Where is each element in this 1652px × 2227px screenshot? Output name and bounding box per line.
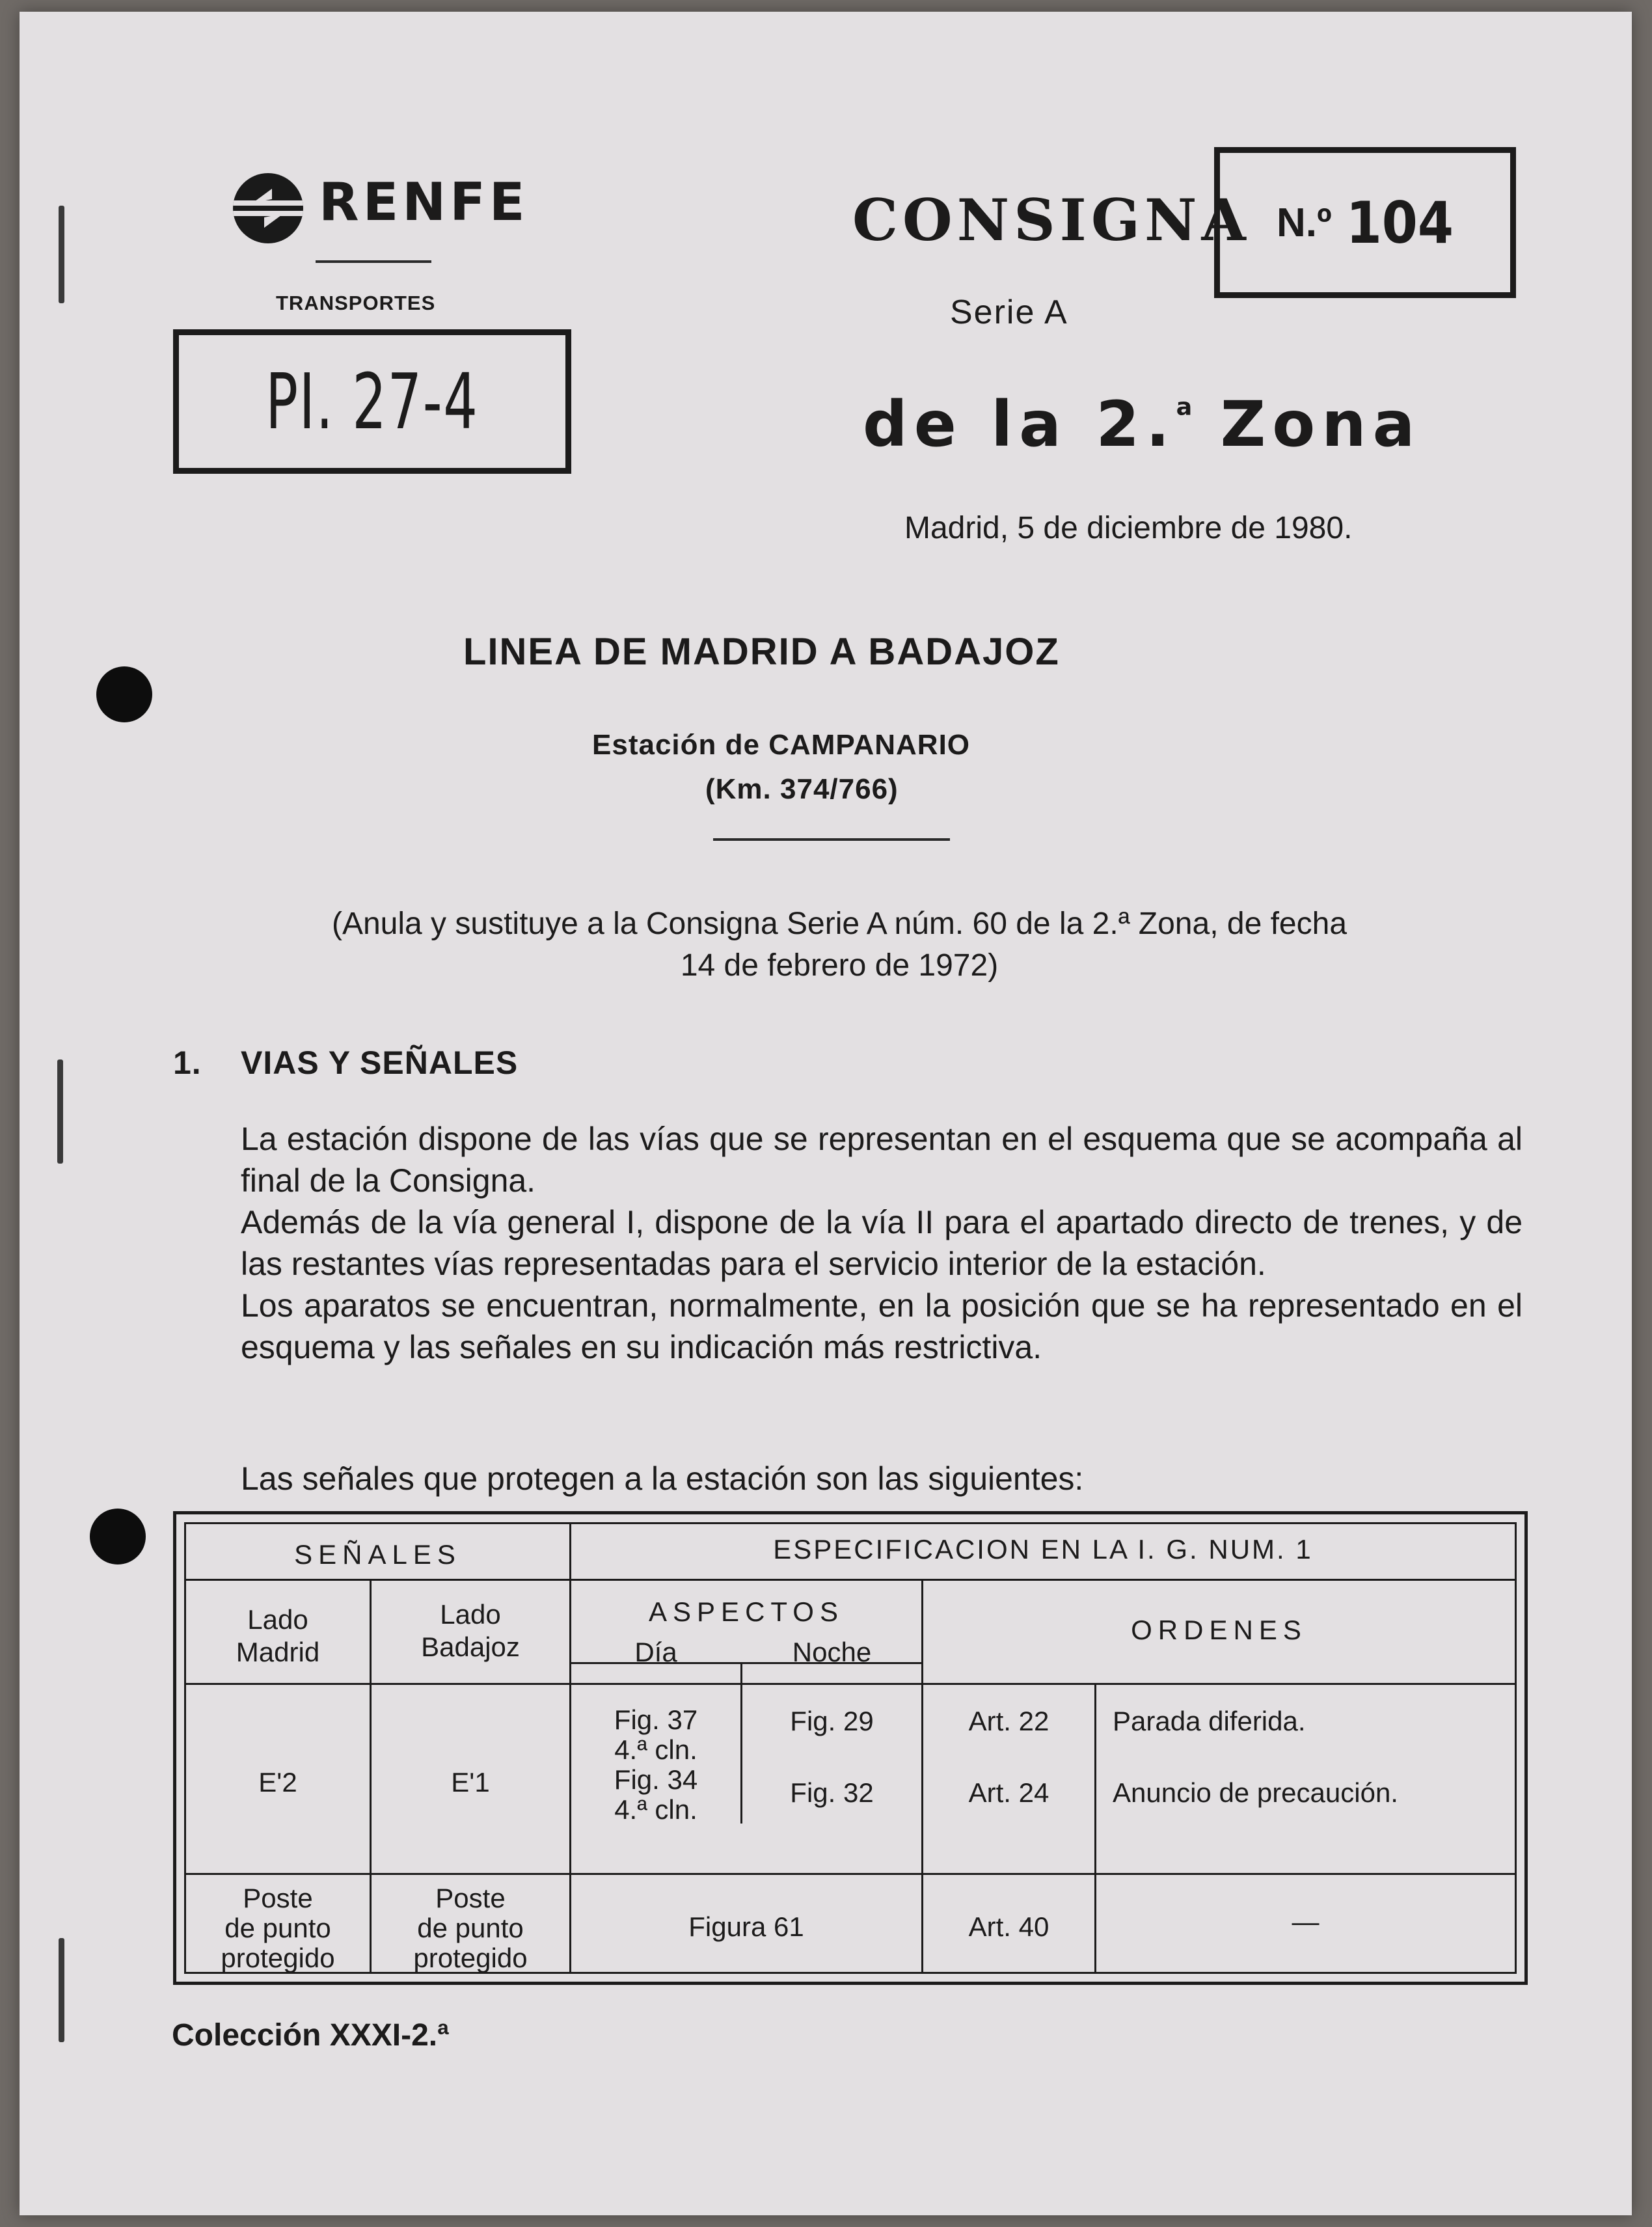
row1-madrid: E'2 — [258, 1767, 297, 1797]
binding-hole-bottom — [90, 1509, 146, 1564]
row1-art-2: Art. 24 — [968, 1777, 1049, 1808]
zona-sup: a — [1176, 392, 1193, 421]
line-title: LINEA DE MADRID A BADAJOZ — [463, 631, 1060, 673]
station-rule — [713, 838, 950, 841]
header-lado-badajoz — [372, 1598, 569, 1663]
header-dia: Día — [634, 1637, 677, 1667]
coleccion-label: Colección XXXI-2.ª — [172, 2018, 449, 2053]
row1-art-1: Art. 22 — [968, 1706, 1049, 1736]
header-ordenes: ORDENES — [1131, 1615, 1307, 1645]
staple-bottom — [59, 1938, 64, 2042]
transportes-label: TRANSPORTES — [276, 292, 436, 314]
row1-badajoz: E'1 — [451, 1767, 490, 1797]
header-lado-badajoz-1: Lado — [440, 1599, 501, 1630]
row1-dia-fig-37: Fig. 37 — [614, 1704, 698, 1735]
hline-row1 — [186, 1873, 1515, 1875]
document-page — [20, 12, 1632, 2215]
consigna-title: CONSIGNA — [852, 186, 1251, 254]
row2-madrid-3: protegido — [221, 1943, 335, 1973]
header-senales: SEÑALES — [294, 1539, 461, 1570]
row2-figura: Figura 61 — [688, 1911, 804, 1942]
header-lado-madrid — [186, 1604, 370, 1669]
row1-dia — [571, 1705, 740, 1825]
binding-hole-top — [96, 666, 152, 722]
row2-badajoz — [372, 1883, 569, 1973]
row2-madrid-2: de punto — [224, 1913, 331, 1943]
header-lado-madrid-1: Lado — [247, 1604, 308, 1635]
paragraph-4: Las señales que protegen a la estación son las siguientes: — [241, 1460, 1084, 1497]
header-lado-madrid-2: Madrid — [236, 1637, 320, 1667]
staple-top — [59, 206, 64, 303]
hline-top — [186, 1579, 1515, 1581]
annuls-note — [169, 903, 1510, 987]
plate-code: PI. 27-4 — [265, 357, 479, 446]
paragraph-1: La estación dispone de las vías que se representan en el esquema que se acompaña al final de la Consigna. — [241, 1121, 1523, 1199]
number-label: N.º — [1277, 200, 1332, 245]
number-value: 104 — [1346, 189, 1454, 256]
staple-middle — [57, 1059, 63, 1164]
plate-box — [173, 329, 571, 474]
renfe-logo-text: RENFE — [319, 172, 529, 232]
zona-post: Zona — [1192, 388, 1422, 461]
issue-date: Madrid, 5 de diciembre de 1980. — [904, 511, 1353, 545]
row1-orden-2: Anuncio de precaución. — [1113, 1777, 1398, 1808]
row1-dia-cln-1: 4.ª cln. — [614, 1734, 697, 1765]
logo-rule — [316, 260, 431, 263]
section-number: 1. — [173, 1045, 202, 1081]
paragraph-2: Además de la vía general I, dispone de la vía II para el apartado directo de trenes, y de las restantes vías representadas para el servicio interior de la estación. — [241, 1204, 1523, 1282]
section-title: VIAS Y SEÑALES — [241, 1045, 519, 1081]
row2-badajoz-2: de punto — [417, 1913, 524, 1943]
serie-label: Serie A — [950, 294, 1068, 331]
signals-table — [173, 1511, 1528, 1985]
signals-table-inner — [184, 1522, 1517, 1974]
header-aspectos: ASPECTOS — [649, 1596, 844, 1627]
consigna-number-box — [1214, 147, 1516, 298]
zona-pre: de la 2. — [863, 388, 1176, 461]
row2-badajoz-3: protegido — [413, 1943, 528, 1973]
station-km: (Km. 374/766) — [705, 773, 899, 805]
header-lado-badajoz-2: Badajoz — [421, 1632, 520, 1662]
row2-badajoz-1: Poste — [435, 1883, 506, 1913]
hline-header — [186, 1683, 1515, 1685]
station-name: Estación de CAMPANARIO — [592, 729, 971, 761]
row1-orden-1: Parada diferida. — [1113, 1706, 1306, 1736]
row1-dia-fig-34: Fig. 34 — [614, 1764, 698, 1795]
row2-art: Art. 40 — [968, 1911, 1049, 1942]
header-spec: ESPECIFICACION EN LA I. G. NUM. 1 — [773, 1534, 1313, 1564]
header-noche: Noche — [792, 1637, 872, 1667]
row1-noche-1: Fig. 29 — [790, 1706, 874, 1736]
row2-madrid — [186, 1883, 370, 1973]
section-body — [241, 1118, 1523, 1368]
row1-dia-cln-2: 4.ª cln. — [614, 1794, 697, 1825]
row2-madrid-1: Poste — [243, 1883, 313, 1913]
zona-title — [863, 388, 1421, 461]
paragraph-3: Los aparatos se encuentran, normalmente, en la posición que se ha representado en el esquema y las señales en su indicación más restrictiva. — [241, 1287, 1523, 1365]
row1-noche-2: Fig. 32 — [790, 1777, 874, 1808]
renfe-logo-icon — [233, 173, 303, 243]
row2-orden: — — [1292, 1906, 1320, 1937]
annuls-line-1: (Anula y sustituye a la Consigna Serie A núm. 60 de la 2.ª Zona, de fecha — [331, 907, 1347, 941]
annuls-line-2: 14 de febrero de 1972) — [680, 948, 999, 983]
